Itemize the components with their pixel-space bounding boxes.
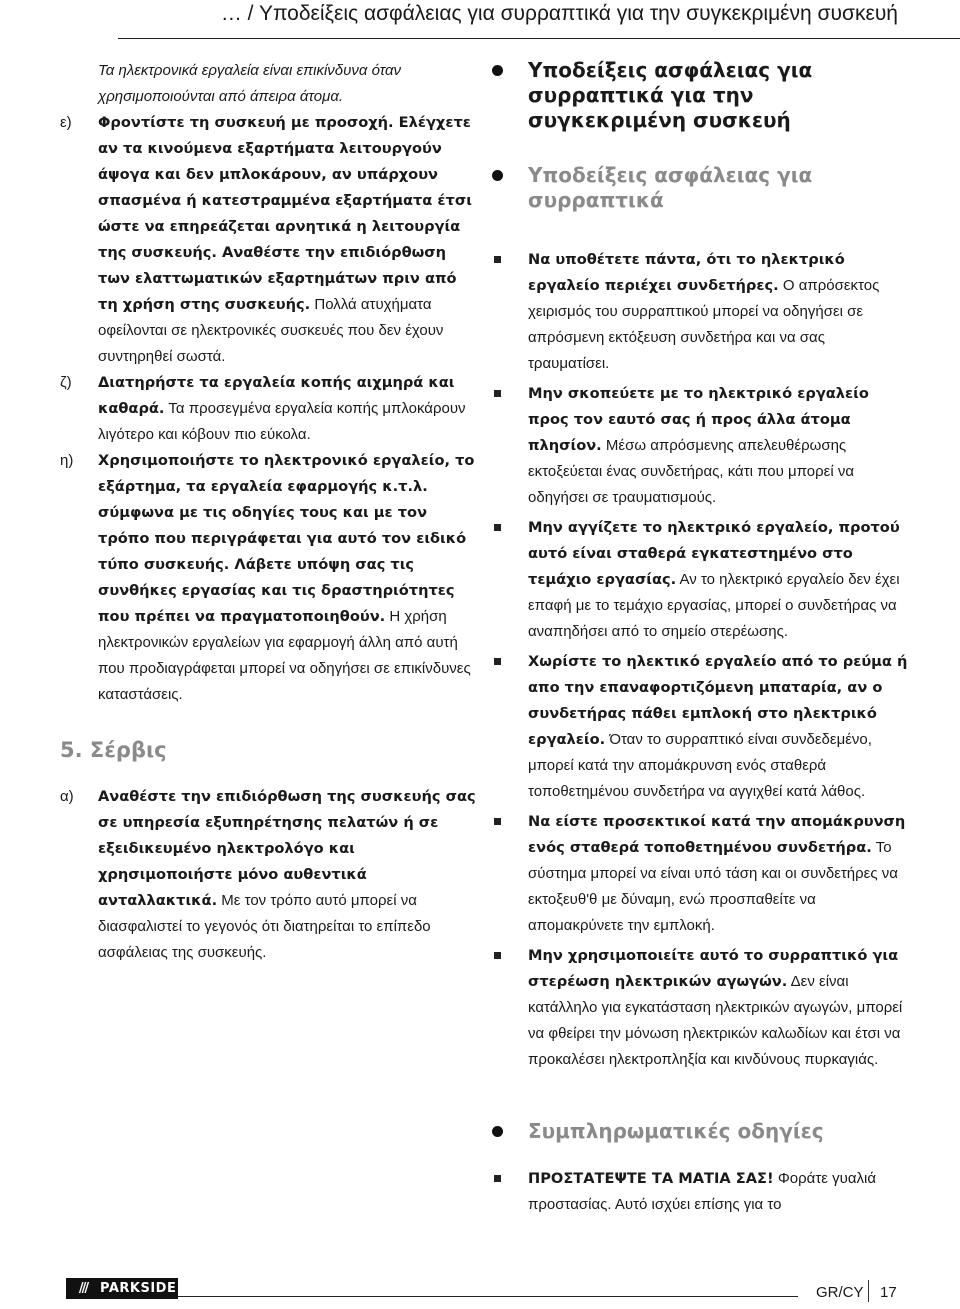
bullet-bold-text: Χωρίστε το ηλεκτικό εργαλείο από το ρεύμα ή απο την επαναφορτιζόμενη μπαταρία, αν ο συνδετήρας πάθει εμπλοκή στο ηλεκτρικό εργαλείο. [528,653,908,748]
item-bold-text: Αναθέστε την επιδιόρθωση της συσκευής σας σε υπηρεσία εξυπηρέτησης πελατών ή σε εξειδικευμένο ηλεκτρολόγο και χρησιμοποιήστε μόνο αυθεντικά ανταλλακτικά. [98,788,476,909]
bullet-bold-text: ΠΡΟΣΤΑΤΕΨΤΕ ΤΑ ΜΑΤΙΑ ΣΑΣ! [528,1170,774,1187]
heading-supplementary [490,1119,910,1144]
square-bullet-icon [494,524,501,531]
safety-bullet [490,381,910,511]
item-label: η) [60,452,74,469]
item-label: α) [60,788,74,805]
heading-text: Συμπληρωματικές οδηγίες [528,1119,824,1143]
square-bullet-icon [494,658,501,665]
intro-paragraph: Τα ηλεκτρονικά εργαλεία είναι επικίνδυνα όταν χρησιμοποιούνται από άπειρα άτομα. [98,62,402,105]
bullet-normal-text: Όταν το συρραπτικό είναι συνδεδεμένο, μπορεί κατά την απομάκρυνση ενός σταθερά τοποθετημένου συνδετήρα να αγγιχθεί κατά λάθος. [528,731,872,800]
right-column [490,58,910,1218]
safety-bullet [490,809,910,939]
bullet-bold-text: Να είστε προσεκτικοί κατά την απομάκρυνση ενός σταθερά τοποθετημένου συνδετήρα. [528,813,906,856]
bullet-normal-text: Ο απρόσεκτος χειρισμός του συρραπτικού μπορεί να οδηγήσει σε απρόσμενη εκτόξευση συνδετήρα και να σας τραυματίσει. [528,277,880,372]
bullet-bold-text: Μην σκοπεύετε με το ηλεκτρικό εργαλείο προς τον εαυτό σας ή προς άλλα άτομα πλησίον. [528,385,869,454]
bullet-normal-text: Αν το ηλεκτρικό εργαλείο δεν έχει επαφή με το τεμάχιο εργασίας, μπορεί ο συνδετήρας να αναπηδήσει από το σημείο στερέωσης. [528,571,900,640]
safety-bullet [490,943,910,1073]
bullet-normal-text: Φοράτε γυαλιά προστασίας. Αυτό ισχύει επίσης για το [528,1170,877,1213]
item-normal-text: Πολλά ατυχήματα οφείλονται σε ηλεκτρονικές συσκευές που δεν έχουν συντηρηθεί σωστά. [98,296,444,365]
item-bold-text: Διατηρήστε τα εργαλεία κοπής αιχμηρά και καθαρά. [98,374,455,417]
left-column [60,58,478,966]
page-header [118,0,960,39]
square-bullet-icon [494,952,501,959]
square-bullet-icon [494,390,501,397]
list-item-z [60,370,478,448]
heading-specific-safety [490,58,910,133]
bullet-normal-text: Δεν είναι κατάλληλο για εγκατάσταση ηλεκτρικών αγωγών, μπορεί να φθείρει την μόνωση ηλεκτρικών καλωδίων και έτσι να προκαλέσει ηλεκτροπληξία και κινδύνους πυρκαγιάς. [528,973,903,1068]
bullet-bold-text: Μην αγγίζετε το ηλεκτρικό εργαλείο, προτού αυτό είναι σταθερά εγκατεστημένο στο τεμάχιο εργασίας. [528,519,900,588]
bullet-dot-icon [492,65,503,76]
footer-language: GR/CY [816,1284,864,1301]
safety-bullet [490,247,910,377]
item-normal-text: Τα προσεγμένα εργαλεία κοπής μπλοκάρουν λιγότερο και κόβουν πιο εύκολα. [98,400,466,443]
heading-text: Υποδείξεις ασφάλειας για συρραπτικά [528,163,813,212]
safety-bullet [490,1166,910,1218]
square-bullet-icon [494,1175,501,1182]
item-bold-text: Χρησιμοποιήστε το ηλεκτρονικό εργαλείο, το εξάρτημα, τα εργαλεία εφαρμογής κ.τ.λ. σύμφωνα με τις οδηγίες τους και με τον τρόπο που περιγράφεται για αυτό τον ειδικό τύπο συσκευής. Λάβετε υπόψη σας τις συνθήκες εργασίας και τις δραστηριότητες που πρέπει να πραγματοποιηθούν. [98,452,475,625]
bullet-dot-icon [492,1126,503,1137]
bullet-bold-text: Να υποθέτετε πάντα, ότι το ηλεκτρικό εργαλείο περιέχει συνδετήρες. [528,251,845,294]
heading-stapler-safety [490,163,910,213]
bullet-normal-text: Το σύστημα μπορεί να είναι υπό τάση και οι συνδετήρες να εκτοξευθ'θ με δύναμη, ενώ προσπαθείτε να απομακρύνετε την εμπλοκή. [528,839,898,934]
square-bullet-icon [494,818,501,825]
item-normal-text: Η χρήση ηλεκτρονικών εργαλείων για εφαρμογή άλλη από αυτή που προδιαγράφεται μπορεί να οδηγήσει σε επικίνδυνες καταστάσεις. [98,608,471,703]
footer-divider [178,1296,798,1297]
bullet-dot-icon [492,170,503,181]
heading-text: Υποδείξεις ασφάλειας για συρραπτικά για την συγκεκριμένη συσκευή [528,58,813,132]
list-item-e [60,110,478,370]
footer-separator [868,1280,869,1302]
safety-bullet [490,515,910,645]
item-label: ζ) [60,374,72,391]
item-bold-text: Φροντίστε τη συσκευή με προσοχή. Ελέγχετε αν τα κινούμενα εξαρτήματα λειτουργούν άψογα και δεν μπλοκάρουν, αν υπάρχουν σπασμένα ή κατεστραμμένα εξαρτήματα έτσι ώστε να επηρεάζεται αρνητικά η λειτουργία της συσκευής. Αναθέστε την επιδιόρθωση των ελαττωματικών εξαρτημάτων πριν από τη χρήση στης συσκευής. [98,114,472,313]
list-item-i [60,448,478,708]
bullet-normal-text: Μέσω απρόσμενης απελευθέρωσης εκτοξεύεται ένας συνδετήρας, κάτι που μπορεί να οδηγήσει σε τραυματισμούς. [528,437,854,506]
list-item-a [60,784,478,966]
safety-bullet [490,649,910,805]
section-heading-service: 5. Σέρβις [60,738,167,762]
logo-text: PARKSIDE [100,1281,177,1296]
item-normal-text: Με τον τρόπο αυτό μπορεί να διασφαλιστεί το γεγονός ότι διατηρείται το επίπεδο ασφάλειας της συσκευής. [98,892,431,961]
header-title: … / Υποδείξεις ασφάλειας για συρραπτικά για την συγκεκριμένη συσκευή [220,2,898,25]
square-bullet-icon [494,256,501,263]
item-label: ε) [60,114,72,131]
page-number: 17 [880,1284,897,1301]
logo-stripes-icon: /// [78,1281,88,1296]
parkside-logo [66,1278,178,1299]
bullet-bold-text: Μην χρησιμοποιείτε αυτό το συρραπτικό για στερέωση ηλεκτρικών αγωγών. [528,947,899,990]
